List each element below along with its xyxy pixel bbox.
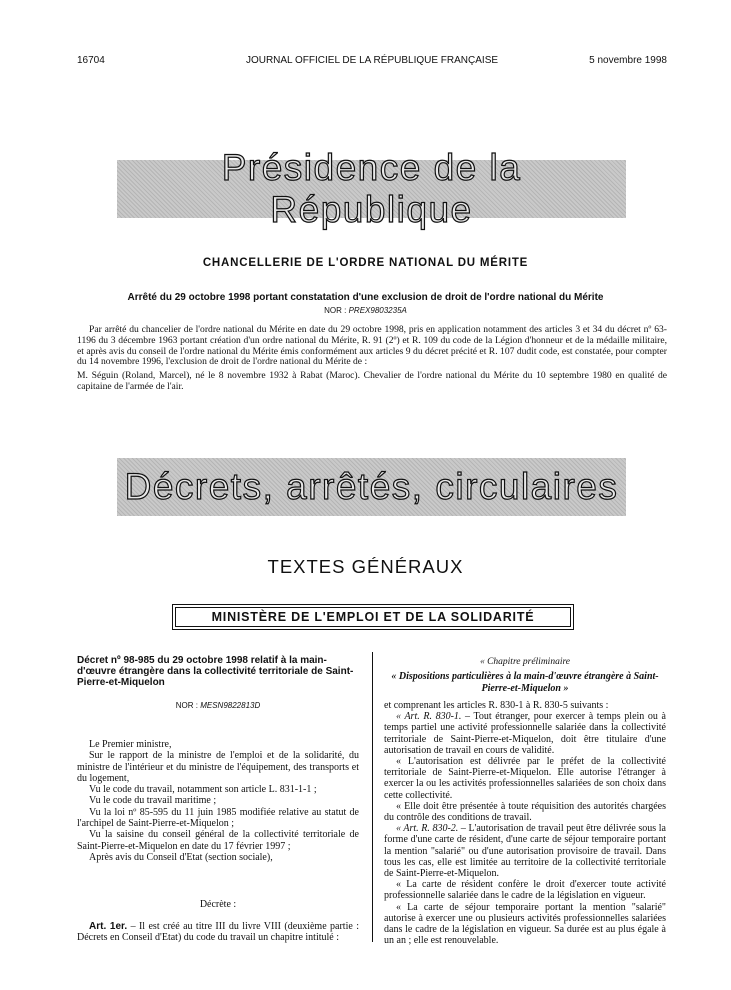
chapitre-heading: « Chapitre préliminaire — [479, 657, 571, 667]
running-header — [77, 55, 667, 69]
article-paragraph: « La carte de séjour temporaire portant la mention "salarié" autorise à exercer une ou plusieurs activités professionnelles salariées dans le cadre de la législation en vigueur. Sa durée est au plus égale à un an ; elle est renouvelable. — [384, 901, 666, 947]
visa-paragraph: Vu la loi nº 85-595 du 11 juin 1985 modifiée relative au statut de l'archipel de Saint-Pierre-et-Miquelon ; — [77, 806, 359, 830]
article-paragraph — [384, 711, 666, 756]
page-number: 16704 — [77, 55, 105, 66]
visa-paragraph: Le Premier ministre, — [89, 739, 172, 750]
article-paragraph: « La carte de résident confère le droit d'exercer toute activité professionnelle salariée dans le cadre de la législation en vigueur. — [384, 879, 666, 902]
decret-nor-reference — [77, 701, 359, 710]
chapitre-intro: et comprenant les articles R. 830-1 à R. 830-5 suivants : — [384, 700, 609, 711]
article-paragraph: « Elle doit être présentée à toute réquisition des autorités chargées du contrôle des conditions de travail. — [384, 800, 666, 824]
arrete-paragraph-person — [77, 371, 667, 393]
arrete-title: Arrêté du 29 octobre 1998 portant constatation d'une exclusion de droit de l'ordre national du Mérite — [127, 292, 604, 303]
visa-paragraph: Vu le code du travail, notamment son article L. 831-1-1 ; — [89, 784, 317, 796]
section-banner-decrets — [117, 458, 626, 516]
visa-paragraph: Après avis du Conseil d'Etat (section sociale), — [89, 851, 273, 863]
article-label: Art. 1er. — [89, 921, 128, 932]
chancellerie-heading: CHANCELLERIE DE L'ORDRE NATIONAL DU MÉRITE — [202, 257, 529, 269]
nor-reference — [0, 306, 731, 315]
section-banner-presidence — [117, 147, 626, 230]
ministere-title: MINISTÈRE DE L'EMPLOI ET DE LA SOLIDARITÉ — [175, 607, 571, 627]
chapitre-articles — [384, 700, 666, 946]
textes-generaux-heading: TEXTES GÉNÉRAUX — [267, 556, 464, 577]
banner-title: Décrets, arrêtés, circulaires — [124, 466, 619, 507]
banner-title: Présidence de la République — [221, 147, 522, 230]
decret-visas — [77, 739, 359, 863]
article-label: « Art. R. 830-1. — [396, 711, 462, 723]
paragraph-text: Par arrêté du chancelier de l'ordre national du Mérite en date du 29 octobre 1998, pris en application notamment des articles 3 et 34 du décret nº 63-1196 du 3 décembre 1963 portant création d'un ordre national du Mérite, R. 91 (2º) et R. 109 du code de la Légion d'honneur et de la médaille militaire, et après avis du conseil de l'ordre national du Mérite émis conformément aux articles 9 du décret précité et R. 107 dudit code, est constatée, pour compter du 14 novembre 1996, l'exclusion de droit de l'ordre national du Mérite de : — [77, 324, 667, 368]
article-paragraph: « L'autorisation est délivrée par le préfet de la collectivité territoriale de Saint-Pierre-et-Miquelon. Elle autorise l'étranger à exercer la ou les activités professionnelles salariées de son choix dans cette collectivité. — [384, 756, 666, 801]
dispositions-heading: « Dispositions particulières à la main-d'œuvre étrangère à Saint-Pierre-et-Miquelon » — [391, 671, 659, 694]
journal-title: JOURNAL OFFICIEL DE LA RÉPUBLIQUE FRANÇAISE — [245, 55, 499, 66]
article-text: – Tout étranger, pour exercer à temps plein ou à temps partiel une activité professionnelle salariée dans la collectivité territoriale de Saint-Pierre-et-Miquelon, doit être titulaire d'une autorisation de travail en cours de validité. — [384, 711, 666, 756]
article-text: – L'autorisation de travail peut être délivrée sous la forme d'une carte de résident, d'une carte de séjour temporaire portant la mention "salarié" ou d'une autorisation provisoire de travail. Dans tous les cas, elle est limitée au territoire de la collectivité territoriale de Saint-Pierre-et-Miquelon. — [384, 823, 666, 880]
column-divider — [372, 652, 373, 942]
issue-date: 5 novembre 1998 — [589, 55, 667, 66]
article-1 — [77, 921, 359, 944]
visa-paragraph: Vu le code du travail maritime ; — [89, 795, 217, 807]
nor-code: PREX9803235A — [348, 306, 407, 315]
decrete-label: Décrète : — [199, 899, 237, 910]
article-paragraph — [384, 823, 666, 879]
nor-label: NOR : — [175, 701, 201, 710]
arrete-paragraph — [77, 325, 667, 368]
article-label: « Art. R. 830-2. — [396, 823, 459, 835]
nor-code: MESN9822813D — [200, 701, 261, 710]
ministere-box — [172, 604, 574, 630]
nor-label: NOR : — [324, 306, 349, 315]
decret-title: Décret nº 98-985 du 29 octobre 1998 relatif à la main-d'œuvre étrangère dans la collectivité territoriale de Saint-Pierre-et-Miquelon — [77, 655, 354, 688]
visa-paragraph: Sur le rapport de la ministre de l'emploi et de la solidarité, du ministre de l'intérieur et du ministre de l'équipement, des transports et du logement, — [77, 750, 359, 784]
paragraph-text: M. Séguin (Roland, Marcel), né le 8 novembre 1932 à Rabat (Maroc). Chevalier de l'ordre national du Mérite du 10 septembre 1980 en qualité de capitaine de l'armée de l'air. — [77, 370, 667, 392]
visa-paragraph: Vu la saisine du conseil général de la collectivité territoriale de Saint-Pierre-et-Miquelon en date du 17 février 1997 ; — [77, 829, 359, 852]
article-text: – Il est créé au titre III du livre VIII (deuxième partie : Décrets en Conseil d'Etat) du code du travail un chapitre intitulé : — [77, 921, 359, 944]
